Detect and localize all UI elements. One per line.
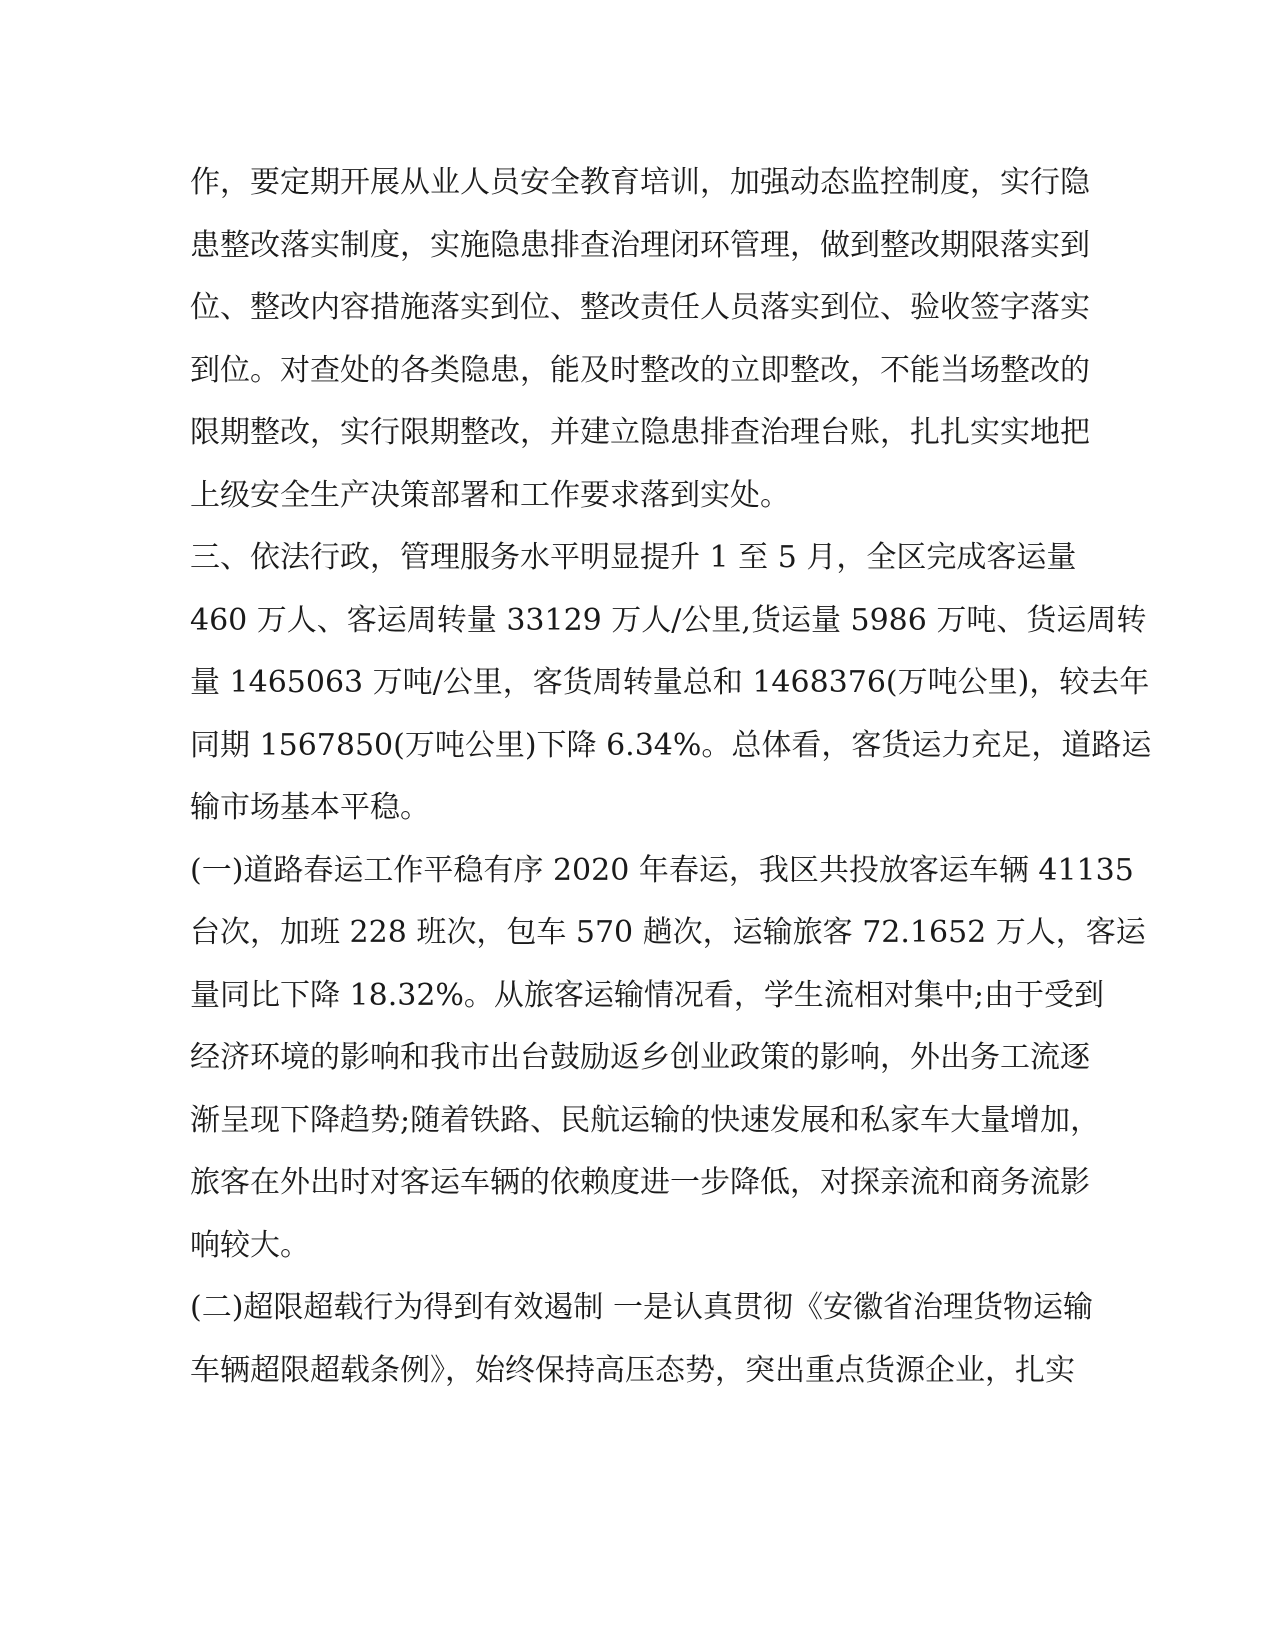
text-line-18: 响较大。	[190, 1227, 310, 1263]
text-line-10: 同期 1567850(万吨公里)下降 6.34%。总体看，客货运力充足，道路运	[190, 727, 1152, 763]
text-line-13: 台次，加班 228 班次，包车 570 趟次，运输旅客 72.1652 万人，客运	[190, 915, 1146, 950]
text-line-16: 渐呈现下降趋势;随着铁路、民航运输的快速发展和私家车大量增加，	[190, 1102, 1101, 1138]
text-line-5: 限期整改，实行限期整改，并建立隐患排查治理台账，扎扎实实地把	[190, 415, 1090, 450]
text-line-15: 经济环境的影响和我市出台鼓励返乡创业政策的影响，外出务工流逐	[190, 1040, 1090, 1075]
text-line-6: 上级安全生产决策部署和工作要求落到实处。	[190, 477, 790, 513]
text-line-17: 旅客在外出时对客运车辆的依赖度进一步降低，对探亲流和商务流影	[190, 1165, 1090, 1200]
text-line-4: 到位。对查处的各类隐患，能及时整改的立即整改，不能当场整改的	[190, 352, 1090, 388]
section-heading-3: 三、依法行政，管理服务水平明显提升 1 至 5 月，全区完成客运量	[190, 540, 1077, 575]
text-line-2: 患整改落实制度，实施隐患排查治理闭环管理，做到整改期限落实到	[190, 227, 1090, 263]
body-text	[190, 152, 1152, 1402]
text-line-1: 作，要定期开展从业人员安全教育培训，加强动态监控制度，实行隐	[190, 165, 1090, 200]
text-line-8: 460 万人、客运周转量 33129 万人/公里,货运量 5986 万吨、货运周转	[190, 602, 1147, 638]
text-line-9: 量 1465063 万吨/公里，客货周转量总和 1468376(万吨公里)，较去年	[190, 665, 1150, 700]
text-line-14: 量同比下降 18.32%。从旅客运输情况看，学生流相对集中;由于受到	[190, 977, 1105, 1013]
subsection-heading-1: (一)道路春运工作平稳有序 2020 年春运，我区共投放客运车辆 41135	[190, 852, 1134, 888]
text-line-11: 输市场基本平稳。	[190, 790, 430, 825]
text-line-3: 位、整改内容措施落实到位、整改责任人员落实到位、验收签字落实	[190, 290, 1090, 325]
text-line-20: 车辆超限超载条例》，始终保持高压态势，突出重点货源企业，扎实	[190, 1352, 1075, 1388]
subsection-heading-2: (二)超限超载行为得到有效遏制 一是认真贯彻《安徽省治理货物运输	[190, 1290, 1093, 1325]
